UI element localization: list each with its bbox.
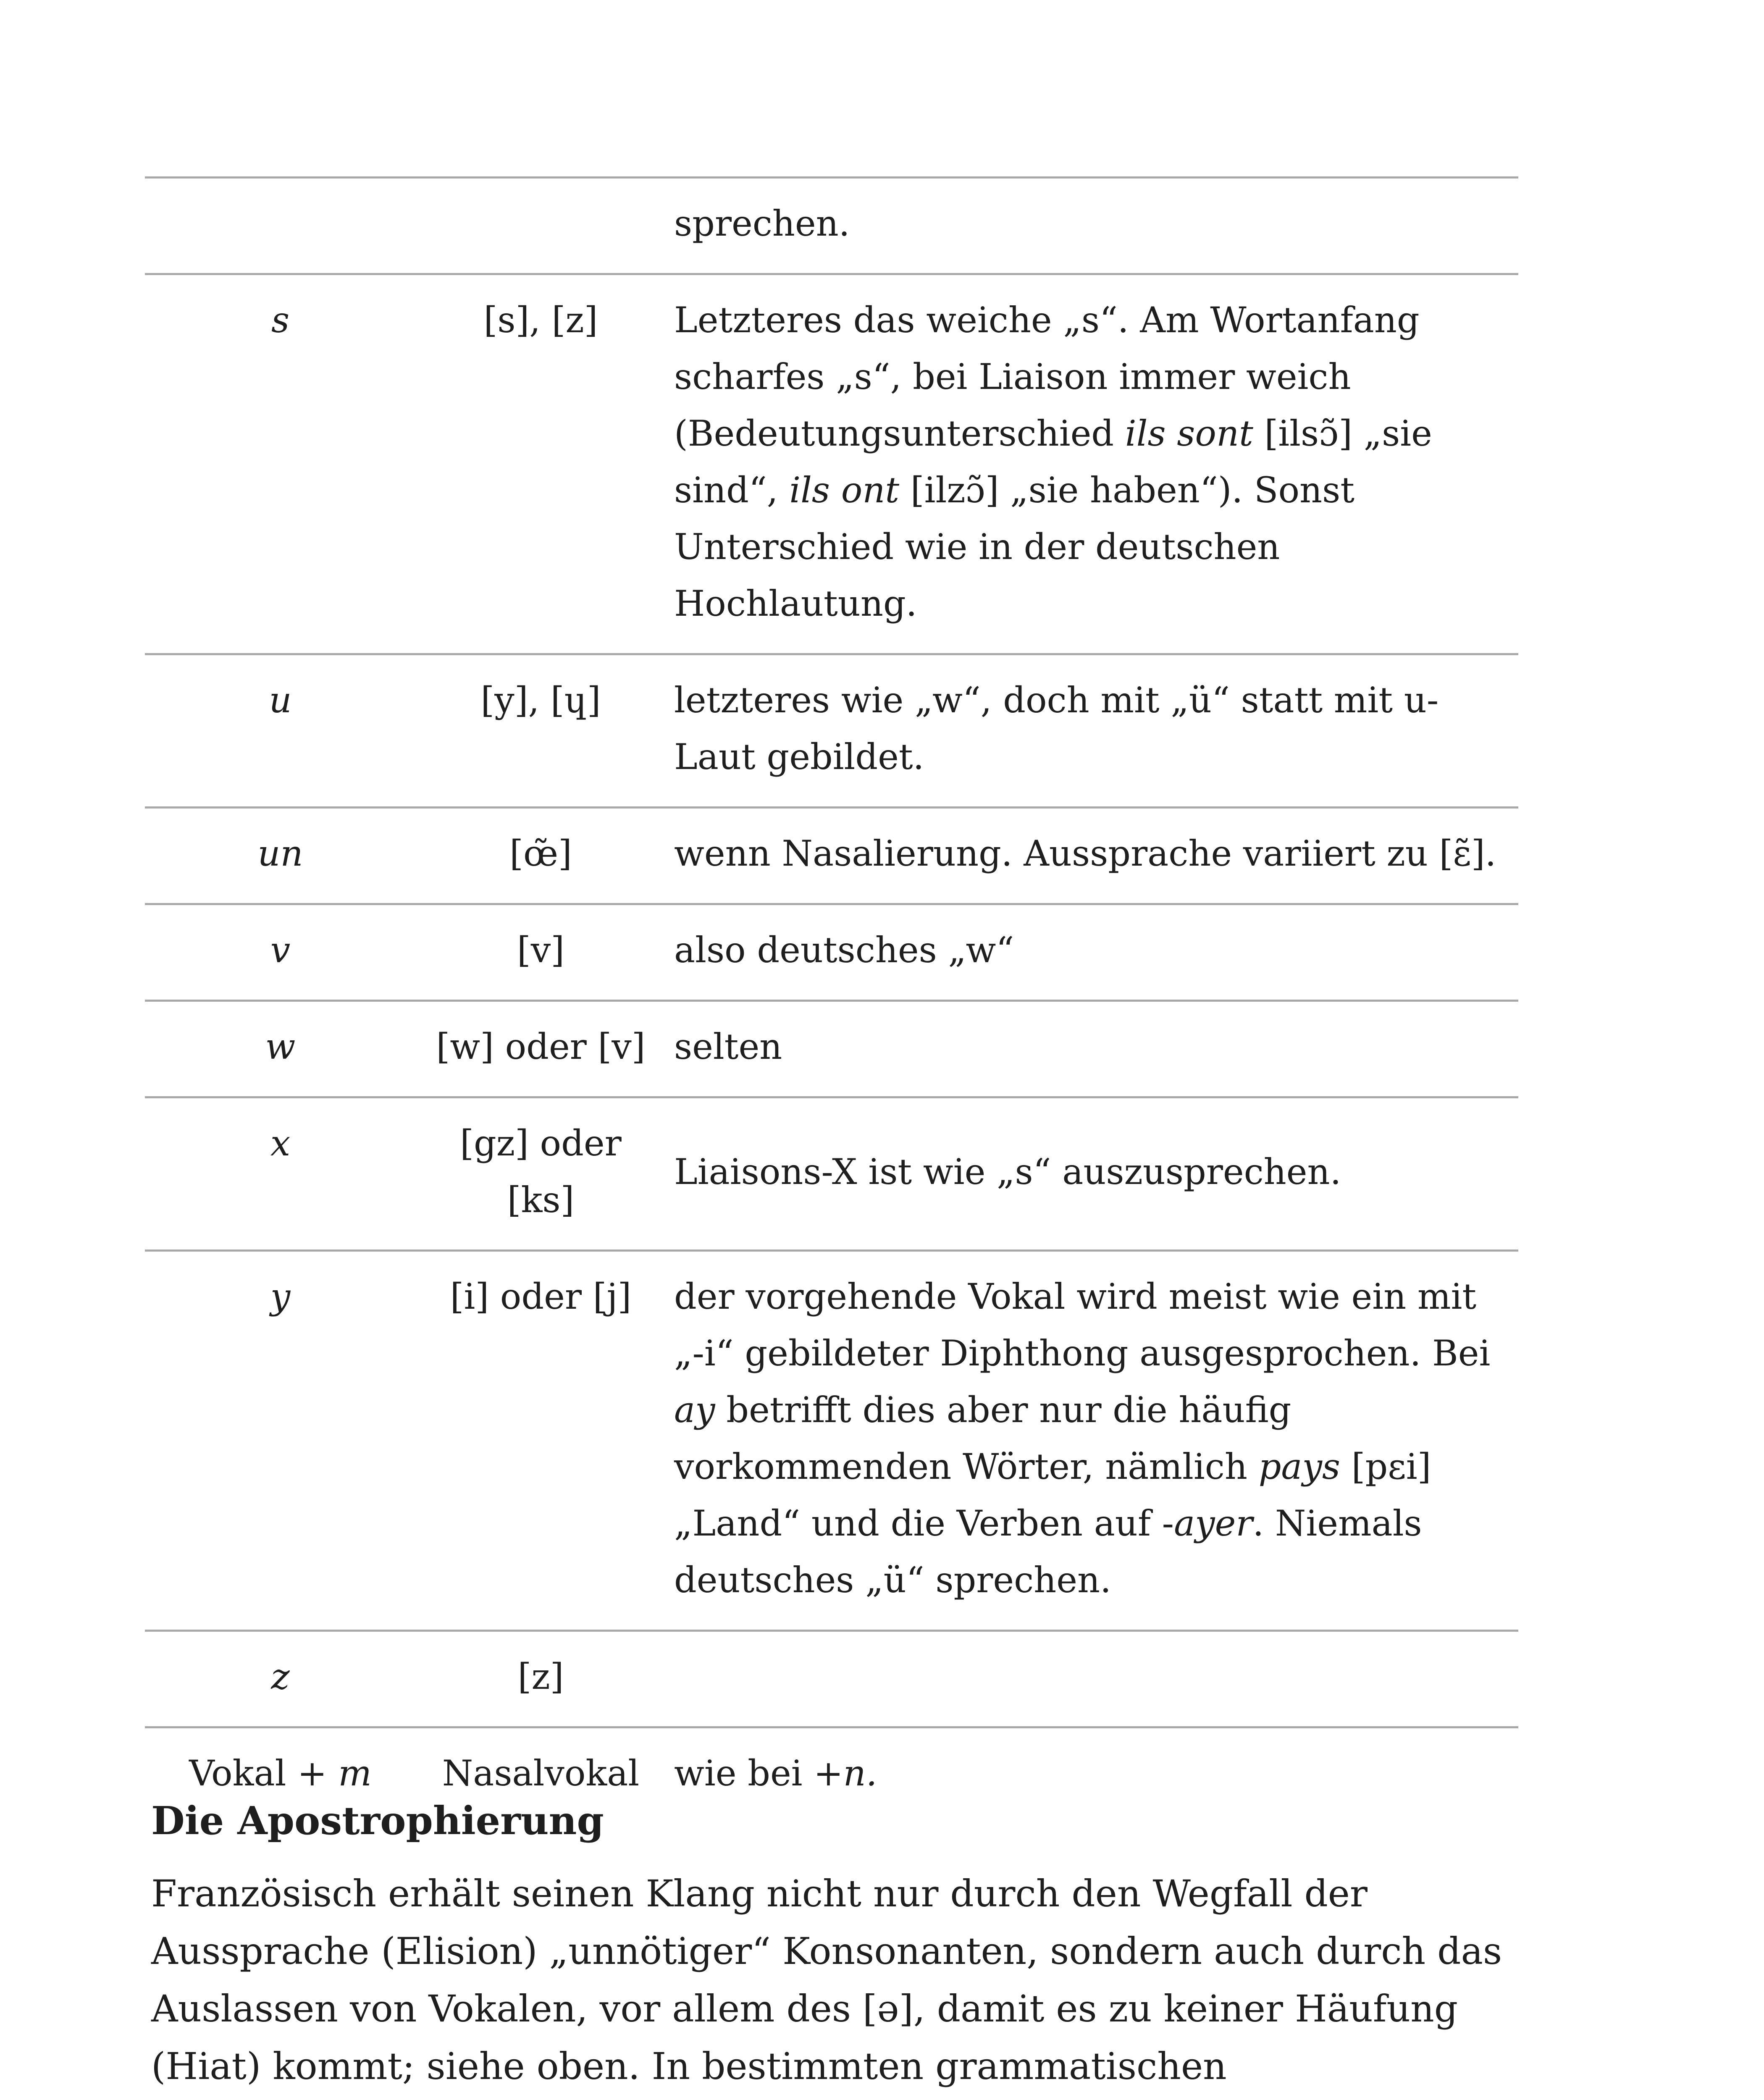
desc-text: . Niemals deutsches „ü“ sprechen. [674, 1503, 1422, 1601]
letter-cell: y [145, 1251, 416, 1631]
desc-text: [ilsɔ̃] „sie sind“, [674, 413, 1432, 511]
sound-cell: [i] oder [j] [416, 1251, 666, 1631]
letter-cell: x [145, 1097, 416, 1251]
desc-text: der vorgehende Vokal wird meist wie ein mit „-i“ gebildeter Diphthong ausgesprochen. Bei [674, 1276, 1491, 1374]
letter-cell: z [145, 1631, 416, 1727]
sound-cell [416, 178, 666, 274]
desc-text: Letzteres das weiche „s“. Am Wortanfang scharfes „s“, bei Liaison immer weich (Bedeutungsunterschied [674, 299, 1420, 454]
sound-cell: Nasalvokal [416, 1727, 666, 1823]
table-row-x [145, 1097, 1518, 1251]
desc-example: ayer [1174, 1503, 1253, 1544]
table-row-u [145, 654, 1518, 808]
desc-example: +n. [814, 1753, 877, 1794]
letter-cell: un [145, 808, 416, 904]
sound-cell: [w] oder [v] [416, 1001, 666, 1097]
desc-example: ay [674, 1389, 715, 1431]
sound-cell: [s], [z] [416, 274, 666, 654]
description-cell: wenn Nasalierung. Aussprache variiert zu [ɛ̃]. [666, 808, 1518, 904]
table-row-w [145, 1001, 1518, 1097]
sound-cell: [œ̃] [416, 808, 666, 904]
description-cell: also deutsches „w“ [666, 904, 1518, 1001]
desc-text: [pɛi] „Land“ und die Verben auf - [674, 1446, 1431, 1544]
letter-cell: u [145, 654, 416, 808]
letter-cell: s [145, 274, 416, 654]
section-paragraph: Französisch erhält seinen Klang nicht nur durch den Wegfall der Aussprache (Elision) „unnötiger“ Konsonanten, sondern auch durch das Auslassen von Vokalen, vor allem des [ə], damit es zu keiner Häufung (Hiat) kommt; siehe oben. In bestimmten grammatischen [151, 1872, 1502, 2088]
letter-cell: v [145, 904, 416, 1001]
letter-italic: m [338, 1753, 372, 1794]
description-cell: letzteres wie „w“, doch mit „ü“ statt mit u-Laut gebildet. [666, 654, 1518, 808]
desc-text: [ilzɔ̃] „sie haben“). Sonst Unterschied wie in der deutschen Hochlautung. [674, 470, 1355, 624]
table-row-un [145, 808, 1518, 904]
table-row-y [145, 1251, 1518, 1631]
desc-text: betrifft dies aber nur die häufig vorkommenden Wörter, nämlich [674, 1389, 1292, 1487]
table-row-continuation [145, 178, 1518, 274]
sound-cell: [gz] oder [ks] [416, 1097, 666, 1251]
description-cell [666, 1251, 1518, 1631]
desc-example: pays [1258, 1446, 1341, 1487]
sound-cell: [v] [416, 904, 666, 1001]
letter-cell [145, 178, 416, 274]
table-row-v [145, 904, 1518, 1001]
letter-cell: w [145, 1001, 416, 1097]
desc-example: ils ont [789, 470, 900, 511]
description-cell: selten [666, 1001, 1518, 1097]
description-cell [666, 1631, 1518, 1727]
letter-prefix: Vokal + [189, 1753, 339, 1794]
table-row-s [145, 274, 1518, 654]
desc-example: ils sont [1125, 413, 1253, 454]
section-heading: Die Apostrophierung [151, 1798, 604, 1843]
pronunciation-table [145, 176, 1518, 1823]
description-cell: sprechen. [666, 178, 1518, 274]
description-cell: Liaisons-X ist wie „s“ auszusprechen. [666, 1097, 1518, 1251]
table-row-z [145, 1631, 1518, 1727]
sound-cell: [z] [416, 1631, 666, 1727]
desc-text: wie bei [674, 1753, 814, 1794]
description-cell [666, 274, 1518, 654]
description-cell [666, 1727, 1518, 1823]
sound-cell: [y], [ɥ] [416, 654, 666, 808]
